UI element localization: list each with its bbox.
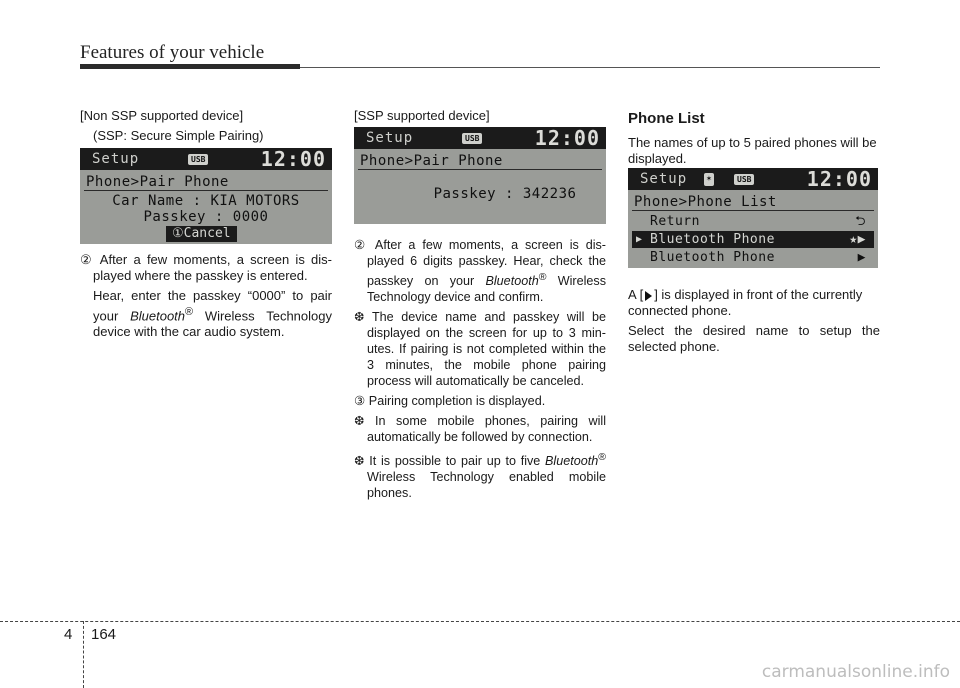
non-ssp-step-2: ② After a few moments, a screen is dis-played where the passkey is entered. (80, 252, 332, 283)
section-title-phone-list: Phone List (628, 110, 705, 127)
usb-icon: USB (462, 133, 482, 144)
lcd-passkey: Passkey : 342236 (433, 186, 577, 202)
lcd-setup-label: Setup (366, 130, 414, 146)
play-icon (645, 291, 652, 301)
play-icon: ▶ (636, 234, 643, 245)
phone-list-indicator-note: A [ ] is displayed in front of the currently connected phone. (628, 287, 863, 318)
ssp-step-2: ② After a few moments, a screen is dis-played 6 digits passkey. Hear, check the passkey on your Bluetooth® Wireless Technology device and confirm. (354, 238, 606, 305)
column-ssp (354, 108, 606, 128)
ssp-label: [SSP supported device] (354, 108, 490, 123)
non-ssp-step-2-detail: Hear, enter the passkey “0000” to pair your Bluetooth® Wireless Technology device with the car audio system. (93, 288, 332, 340)
lcd-cancel-button: ①Cancel (166, 226, 237, 242)
lcd-clock: 12:00 (260, 148, 326, 171)
page-header-title: Features of your vehicle (80, 42, 265, 63)
lcd-clock: 12:00 (534, 127, 600, 150)
phone-list-intro: The names of up to 5 paired phones will be displayed. (628, 135, 877, 166)
ssp-note-timeout: ❆ The device name and passkey will be displayed on the screen for up to 3 min-utes. If pairing is not completed within the 3 minutes, the mobile phone pairing process will automatically be canceled. (354, 310, 606, 389)
ssp-definition: (SSP: Secure Simple Pairing) (93, 128, 264, 143)
footer-rule (0, 621, 960, 622)
lcd-menu-path: Phone>Pair Phone (86, 174, 229, 190)
lcd-item-return: Return ⮌ (650, 214, 866, 229)
header-bar (80, 64, 300, 69)
lcd-setup-label: Setup (640, 171, 688, 187)
usb-icon: USB (734, 174, 754, 185)
play-icon: ▶ (857, 250, 866, 265)
phone-list-notes (628, 287, 880, 359)
ssp-steps (354, 237, 606, 505)
non-ssp-label: [Non SSP supported device] (80, 108, 244, 123)
pair-phone-screen-ssp (354, 127, 606, 224)
ssp-step-3: ③ Pairing completion is displayed. (354, 394, 546, 409)
column-non-ssp (80, 108, 332, 148)
chapter-number: 4 (64, 626, 73, 643)
ssp-note-five-phones: ❆ It is possible to pair up to five Bluetooth® Wireless Technology enabled mobile phones. (354, 451, 606, 501)
lcd-menu-path: Phone>Phone List (634, 194, 777, 210)
lcd-item-phone-2: Bluetooth Phone ▶ (650, 250, 866, 265)
header-rule (300, 67, 880, 68)
bluetooth-icon: ✶ (704, 173, 714, 186)
star-play-icon: ★▶ (849, 232, 866, 247)
lcd-setup-label: Setup (92, 151, 140, 167)
page-number: 164 (91, 626, 117, 643)
footer-divider (83, 621, 84, 688)
lcd-menu-path: Phone>Pair Phone (360, 153, 503, 169)
phone-list-screen (628, 168, 878, 268)
return-icon: ⮌ (855, 214, 866, 229)
lcd-item-phone-1: ▶ Bluetooth Phone ★▶ (632, 231, 874, 248)
usb-icon: USB (188, 154, 208, 165)
pair-phone-screen-non-ssp (80, 148, 332, 244)
lcd-car-name: Car Name : KIA MOTORS (112, 193, 300, 209)
phone-list-select-note: Select the desired name to setup the selected phone. (628, 323, 880, 354)
lcd-clock: 12:00 (806, 168, 872, 191)
column-phone-list (628, 108, 880, 171)
non-ssp-steps (80, 252, 332, 344)
lcd-passkey: Passkey : 0000 (143, 209, 269, 225)
ssp-note-auto-connect: ❆ In some mobile phones, pairing will automatically be followed by connection. (354, 414, 606, 445)
watermark: carmanualsonline.info (761, 662, 950, 682)
